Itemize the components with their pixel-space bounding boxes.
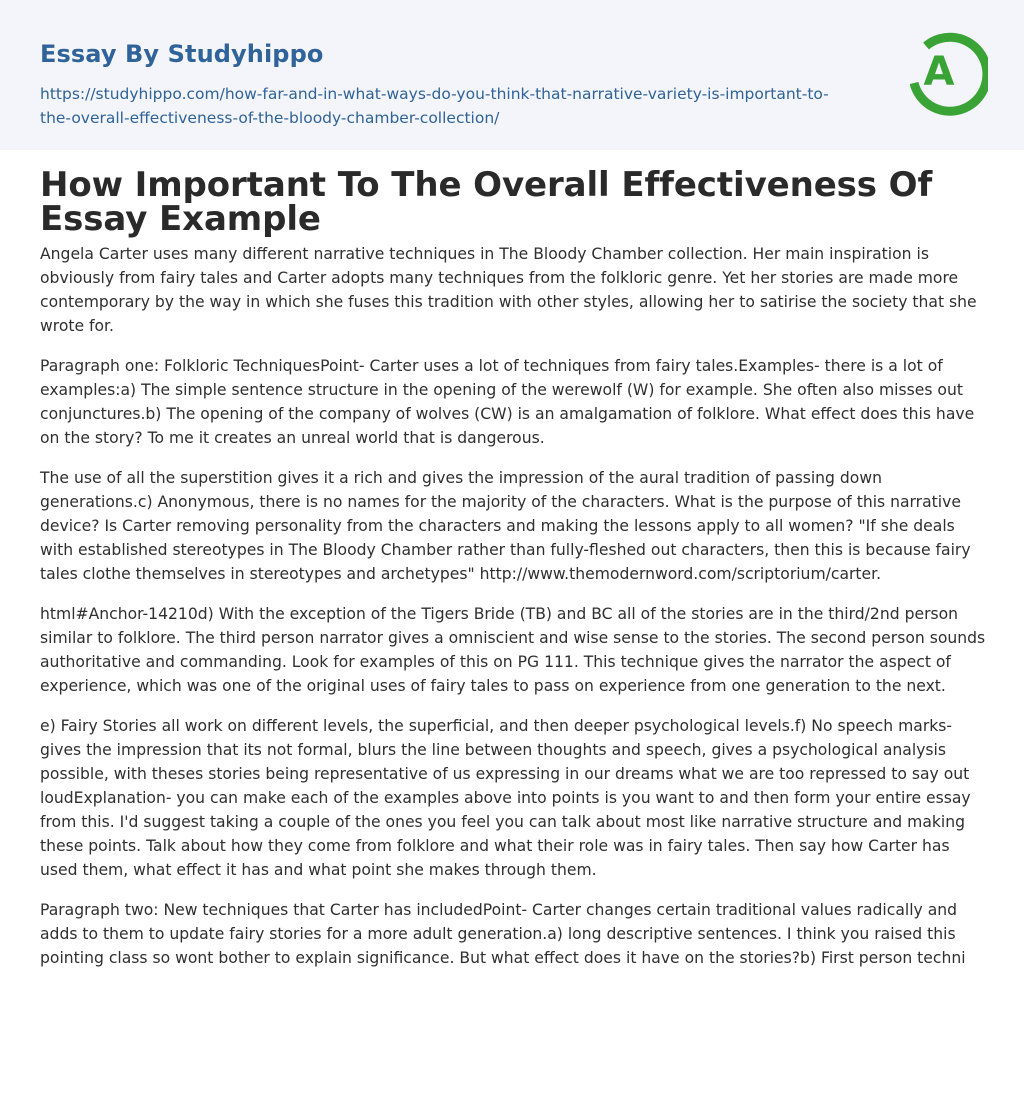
article-paragraph: The use of all the superstition gives it a rich and gives the impression of the aural tradition of passing down generations.c) Anonymous, there is no names for the majority of the characters. What is the purpose of this narrative device? Is Carter removing personality from the characters and making the lessons apply to all women? "If she deals with established stereotypes in The Bloody Chamber rather than fully-fleshed out characters, then this is because fairy tales clothe themselves in stereotypes and archetypes" http://www.themodernword.com/scriptorium/carter.: [40, 469, 971, 583]
site-header: [0, 0, 1024, 150]
studyhippo-logo-icon[interactable]: [910, 28, 988, 116]
article-paragraph: e) Fairy Stories all work on different levels, the superficial, and then deeper psychological levels.f) No speech marks- gives the impression that its not formal, blurs the line between thoughts and speech, gives a psychological analysis possible, with theses stories being representative of us expressing in our dreams what we are too repressed to say out loudExplanation- you can make each of the examples above into points is you want to and then form your entire essay from this. I'd suggest taking a couple of the ones you feel you can talk about most like narrative structure and making these points. Talk about how they come from folklore and what their role was in fairy tales. Then say how Carter has used them, what effect it has and what point she makes through them.: [40, 717, 971, 879]
article-paragraph: Paragraph one: Folkloric TechniquesPoint- Carter uses a lot of techniques from fairy tales.Examples- there is a lot of examples:a) The simple sentence structure in the opening of the werewolf (W) for example. She often also misses out conjunctures.b) The opening of the company of wolves (CW) is an amalgamation of folklore. What effect does this have on the story? To me it creates an unreal world that is dangerous.: [40, 357, 975, 447]
article-paragraph: html#Anchor-14210d) With the exception of the Tigers Bride (TB) and BC all of the stories are in the third/2nd person similar to folklore. The third person narrator gives a omniscient and wise sense to the stories. The second person sounds authoritative and commanding. Look for examples of this on PG 111. This technique gives the narrator the aspect of experience, which was one of the original uses of fairy tales to pass on experience from one generation to the next.: [40, 605, 986, 695]
logo-svg: [910, 28, 988, 116]
article-paragraph: Angela Carter uses many different narrative techniques in The Bloody Chamber collection. Her main inspiration is obviously from fairy tales and Carter adopts many techniques from the folkloric genre. Yet her stories are made more contemporary by the way in which she fuses this tradition with other styles, allowing her to satirise the society that she wrote for.: [40, 245, 977, 335]
article-content: [40, 165, 986, 986]
source-url-link[interactable]: https://studyhippo.com/how-far-and-in-what-ways-do-you-think-that-narrative-variety-is-important-to-the-overall-effectiveness-of-the-bloody-chamber-collection/: [40, 85, 829, 127]
logo-letter: A: [923, 49, 955, 95]
page-title: How Important To The Overall Effectiveness Of Essay Example: [40, 165, 933, 239]
article-paragraph: Paragraph two: New techniques that Carter has includedPoint- Carter changes certain traditional values radically and adds to them to update fairy stories for a more adult generation.a) long descriptive sentences. I think you raised this pointing class so wont bother to explain significance. But what effect does it have on the stories?b) First person techni: [40, 901, 966, 967]
brand-title[interactable]: Essay By Studyhippo: [40, 40, 324, 68]
